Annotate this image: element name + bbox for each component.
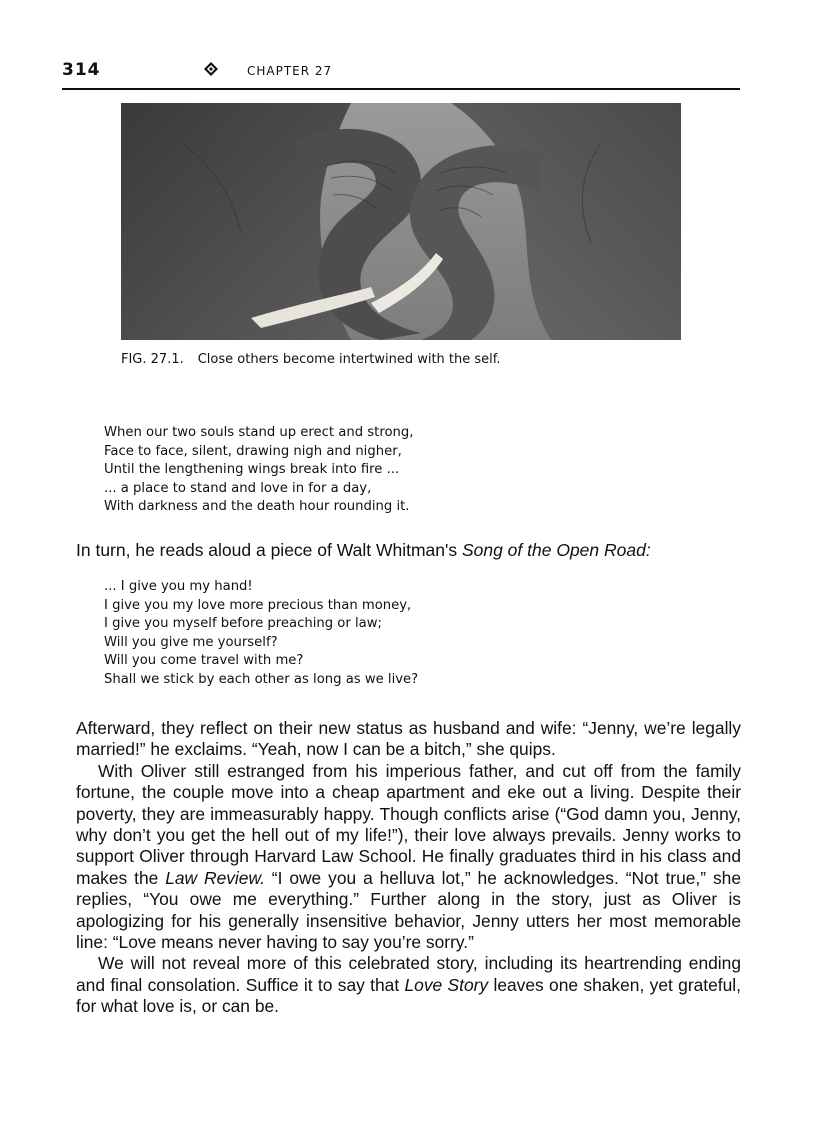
verse-line: I give you myself before preaching or law; [104, 616, 382, 632]
verse-line: When our two souls stand up erect and strong, [104, 425, 414, 440]
verse-line: ... a place to stand and love in for a day, [104, 480, 372, 496]
journal-title: Law Review. [165, 867, 265, 888]
paragraph-3-text-a: We will not reveal more of this celebrated story, including its heartrending ending and final consolation. Suffice it to say that [76, 953, 741, 995]
verse-line: Until the lengthening wings break into fire ... [104, 462, 400, 478]
poem-excerpt-2 [104, 578, 418, 690]
verse-line: Face to face, silent, drawing nigh and nigher, [104, 443, 402, 459]
poem-title: Song of the Open Road: [461, 540, 651, 560]
paragraph-2 [76, 761, 741, 954]
whitman-intro [76, 540, 651, 561]
verse-line: With darkness and the death hour rounding it. [104, 499, 410, 515]
figure-caption-text: Close others become intertwined with the self. [197, 352, 501, 367]
verse-line: Will you give me yourself? [104, 634, 278, 650]
verse-line: ... I give you my hand! [104, 579, 253, 594]
running-header [62, 60, 740, 90]
paragraph-3 [76, 953, 741, 1017]
book-title: Love Story [404, 974, 489, 995]
diamond-ornament-icon [204, 62, 218, 76]
intro-text: In turn, he reads aloud a piece of Walt Whitman's [76, 540, 462, 560]
chapter-label: CHAPTER 27 [247, 64, 333, 78]
page-number: 314 [62, 60, 101, 80]
figure-caption [121, 352, 501, 367]
figure-label: FIG. 27.1. [121, 352, 184, 367]
body-text [76, 718, 741, 1018]
verse-line: Will you come travel with me? [104, 653, 304, 669]
paragraph-3-text-b: leaves one shaken, yet grateful, for what love is, or can be. [76, 974, 741, 1017]
paragraph-1: Afterward, they reflect on their new status as husband and wife: “Jenny, we’re legally married!” he exclaims. “Yeah, now I can be a bitch,” she quips. [76, 718, 741, 760]
paragraph-2-text-b: “I owe you a helluva lot,” he acknowledges. “Not true,” she replies, “You owe me everything.” Further along in the story, just as Oliver is apologizing for his generally insensitive behavior, Jenny utters her most memorable line: “Love means never having to say you’re sorry.” [76, 867, 741, 953]
verse-line: I give you my love more precious than money, [104, 597, 412, 613]
elephants-photo [121, 103, 681, 340]
verse-line: Shall we stick by each other as long as we live? [104, 671, 419, 687]
paragraph-2-text-a: With Oliver still estranged from his imperious father, and cut off from the family fortune, the couple move into a cheap apartment and eke out a living. Despite their poverty, they are immeasurably happy. Though conflicts arise (“God damn you, Jenny, why don’t you get the hell out of my life!”), their love always prevails. Jenny works to support Oliver through Harvard Law School. He finally graduates third in his class and makes the [76, 760, 741, 888]
poem-excerpt-1 [104, 424, 413, 517]
